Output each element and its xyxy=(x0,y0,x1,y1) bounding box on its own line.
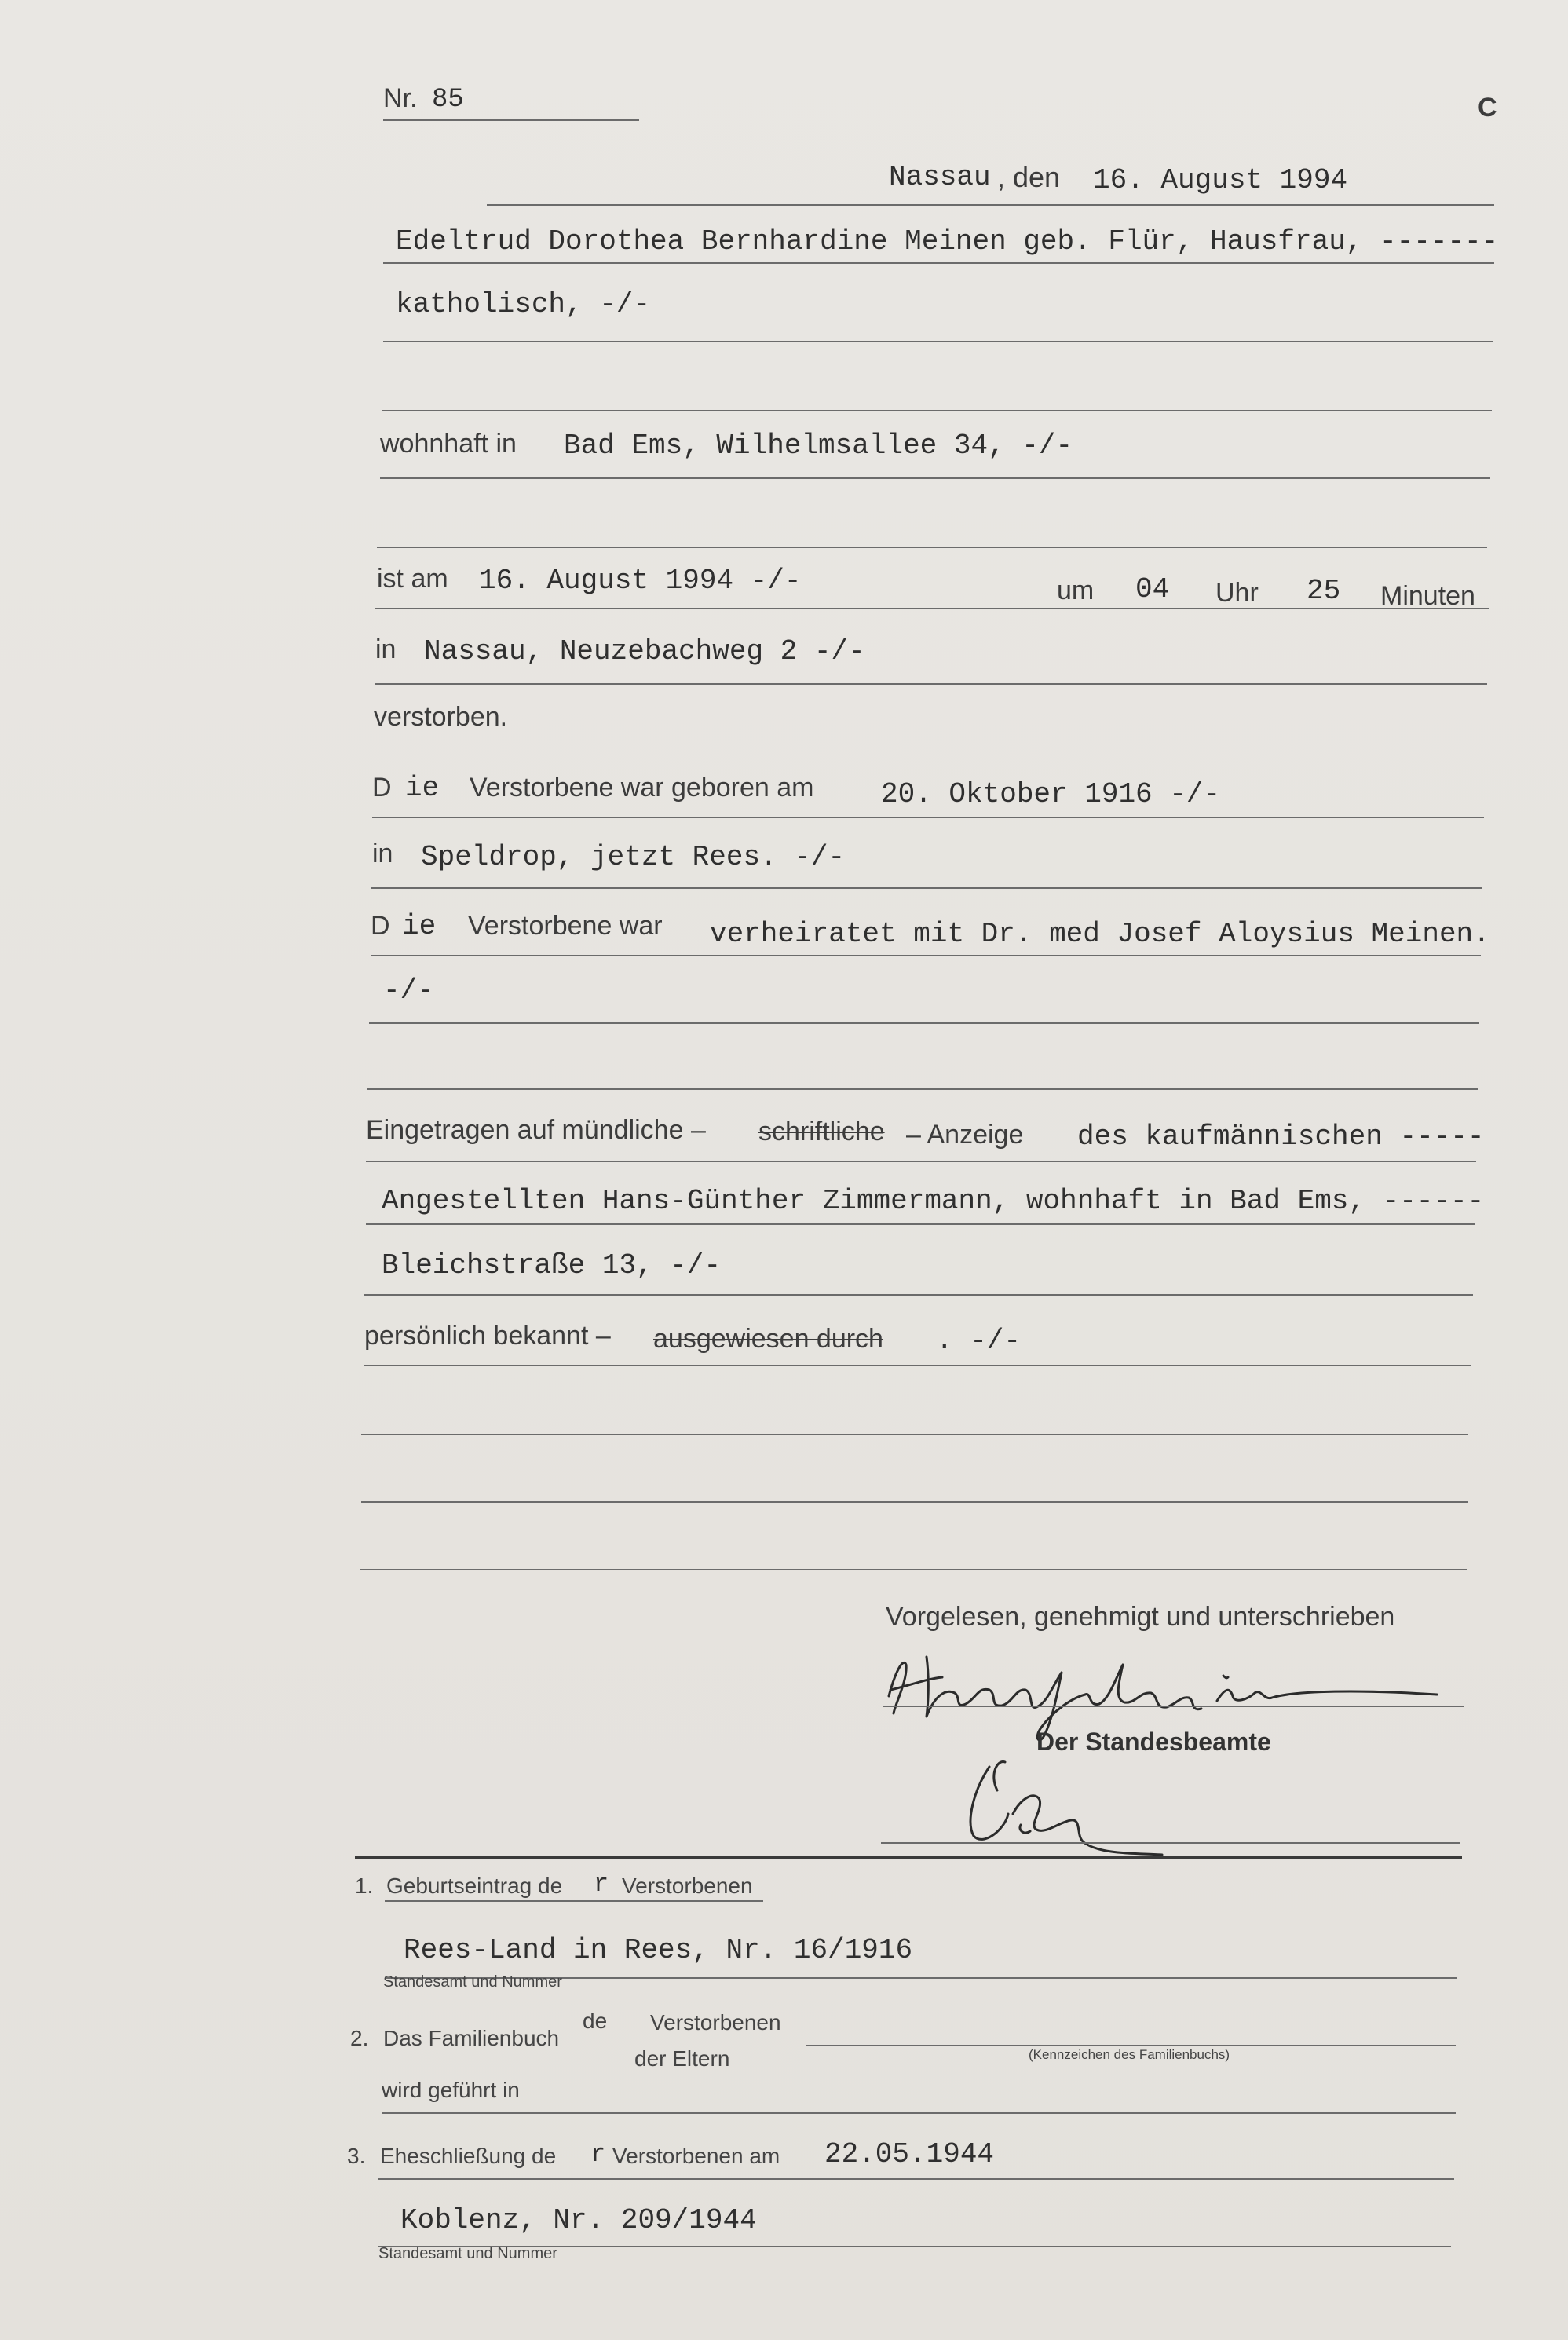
item2-caption: (Kennzeichen des Familienbuchs) xyxy=(1029,2047,1230,2062)
registrar-signature xyxy=(942,1743,1178,1869)
item1-label-a: Geburtseintrag de xyxy=(386,1874,563,1898)
rule-item1-label xyxy=(385,1900,763,1902)
rule-birth-place xyxy=(371,887,1482,889)
item3-date: 22.05.1944 xyxy=(824,2138,995,2170)
rule-death-date xyxy=(375,608,1489,609)
minuten-label: Minuten xyxy=(1380,581,1475,611)
known-value: . -/- xyxy=(936,1325,1022,1357)
document-date: 16. August 1994 xyxy=(1093,164,1348,196)
item1-value: Rees-Land in Rees, Nr. 16/1916 xyxy=(404,1934,913,1966)
residence-label: wohnhaft in xyxy=(380,429,517,459)
read-approved-text: Vorgelesen, genehmigt und unterschrieben xyxy=(886,1602,1395,1632)
rule-residence xyxy=(380,477,1490,479)
rule-signature2 xyxy=(881,1842,1460,1844)
deceased-name-line2: katholisch, -/- xyxy=(396,288,651,320)
nr-value: 85 xyxy=(432,85,464,115)
rule-blank4 xyxy=(361,1434,1468,1435)
item2-label2: wird geführt in xyxy=(382,2078,520,2102)
rule-item3-marriage xyxy=(378,2178,1454,2180)
item1-label-b: Verstorbenen xyxy=(622,1874,753,1898)
item3-caption: Standesamt und Nummer xyxy=(378,2245,557,2262)
item3-number: 3. xyxy=(347,2144,366,2168)
item3-r: r xyxy=(590,2140,606,2169)
rule-blank2 xyxy=(377,547,1487,548)
marriage-cont: -/- xyxy=(383,974,434,1007)
rule-registration2 xyxy=(366,1223,1475,1225)
den-label: , den xyxy=(997,161,1061,193)
death-label: ist am xyxy=(377,564,448,594)
marriage-d-letter: D xyxy=(371,911,390,941)
known-struck: ausgewiesen durch xyxy=(653,1324,883,1354)
rule-blank6 xyxy=(360,1569,1467,1570)
marriage-value: verheiratet mit Dr. med Josef Aloysius Meinen. xyxy=(710,918,1490,950)
registration-label1: Eingetragen auf mündliche – xyxy=(366,1115,706,1145)
marriage-ie: ie xyxy=(402,910,437,942)
birth-ie: ie xyxy=(405,772,440,804)
rule-registration3 xyxy=(364,1294,1473,1296)
item2-number: 2. xyxy=(350,2026,369,2050)
item3-value: Koblenz, Nr. 209/1944 xyxy=(400,2204,757,2236)
footer-separator xyxy=(355,1856,1462,1859)
nr-rule xyxy=(383,119,639,121)
rule-death-place xyxy=(375,683,1487,685)
registration-struck: schriftliche xyxy=(758,1117,885,1146)
residence-value: Bad Ems, Wilhelmsallee 34, -/- xyxy=(564,430,1073,462)
rule-name1 xyxy=(383,262,1494,264)
rule-marriage2 xyxy=(369,1022,1479,1024)
nr-label: Nr. xyxy=(383,83,418,113)
death-place: Nassau, Neuzebachweg 2 -/- xyxy=(424,635,865,667)
registration-value2: Angestellten Hans-Günther Zimmermann, wohnhaft in Bad Ems, ------ xyxy=(382,1185,1485,1217)
birth-label: Verstorbene war geboren am xyxy=(470,773,814,803)
rule-registration1 xyxy=(366,1161,1476,1162)
death-hour: 04 xyxy=(1135,573,1170,605)
registrar-label: Der Standesbeamte xyxy=(1036,1728,1271,1756)
rule-item2-family-book xyxy=(806,2045,1456,2046)
uhr-label: Uhr xyxy=(1215,578,1259,608)
rule-item2-kept-in xyxy=(382,2112,1456,2114)
death-in-label: in xyxy=(375,634,397,664)
rule-blank3 xyxy=(367,1088,1478,1090)
birth-place: Speldrop, jetzt Rees. -/- xyxy=(421,841,846,873)
item1-number: 1. xyxy=(355,1874,374,1898)
death-minutes: 25 xyxy=(1307,575,1341,607)
rule-signature1 xyxy=(883,1706,1464,1707)
um-label: um xyxy=(1057,576,1095,605)
item2-label: Das Familienbuch xyxy=(383,2026,560,2050)
item3-label-b: Verstorbenen am xyxy=(612,2144,780,2168)
birth-d-letter: D xyxy=(372,773,392,803)
marriage-label: Verstorbene war xyxy=(468,911,663,941)
item3-label-a: Eheschließung de xyxy=(380,2144,557,2168)
rule-birth xyxy=(372,817,1484,818)
item2-option-parents: der Eltern xyxy=(634,2046,730,2071)
rule-blank5 xyxy=(361,1501,1468,1503)
place-date-rule xyxy=(487,204,1494,206)
place: Nassau xyxy=(889,161,991,193)
rule-known xyxy=(364,1365,1471,1366)
deceased-name-line1: Edeltrud Dorothea Bernhardine Meinen geb. Flür, Hausfrau, ------- xyxy=(396,225,1499,258)
rule-marriage xyxy=(371,955,1481,956)
birth-in-label: in xyxy=(372,839,393,868)
corner-letter: C xyxy=(1478,93,1497,122)
item2-de: de xyxy=(583,2009,608,2033)
rule-blank1 xyxy=(382,410,1492,411)
registration-value1: des kaufmännischen ----- xyxy=(1077,1121,1485,1153)
item2-option-deceased: Verstorbenen xyxy=(650,2010,781,2035)
item1-caption: Standesamt und Nummer xyxy=(383,1973,562,1991)
known-label: persönlich bekannt – xyxy=(364,1321,611,1351)
rule-name2 xyxy=(383,341,1493,342)
registration-label2: – Anzeige xyxy=(906,1120,1024,1150)
item1-r: r xyxy=(594,1870,609,1899)
birth-date: 20. Oktober 1916 -/- xyxy=(881,778,1221,810)
death-date: 16. August 1994 -/- xyxy=(479,565,802,597)
verstorben-label: verstorben. xyxy=(374,702,508,732)
registration-value3: Bleichstraße 13, -/- xyxy=(382,1249,722,1282)
